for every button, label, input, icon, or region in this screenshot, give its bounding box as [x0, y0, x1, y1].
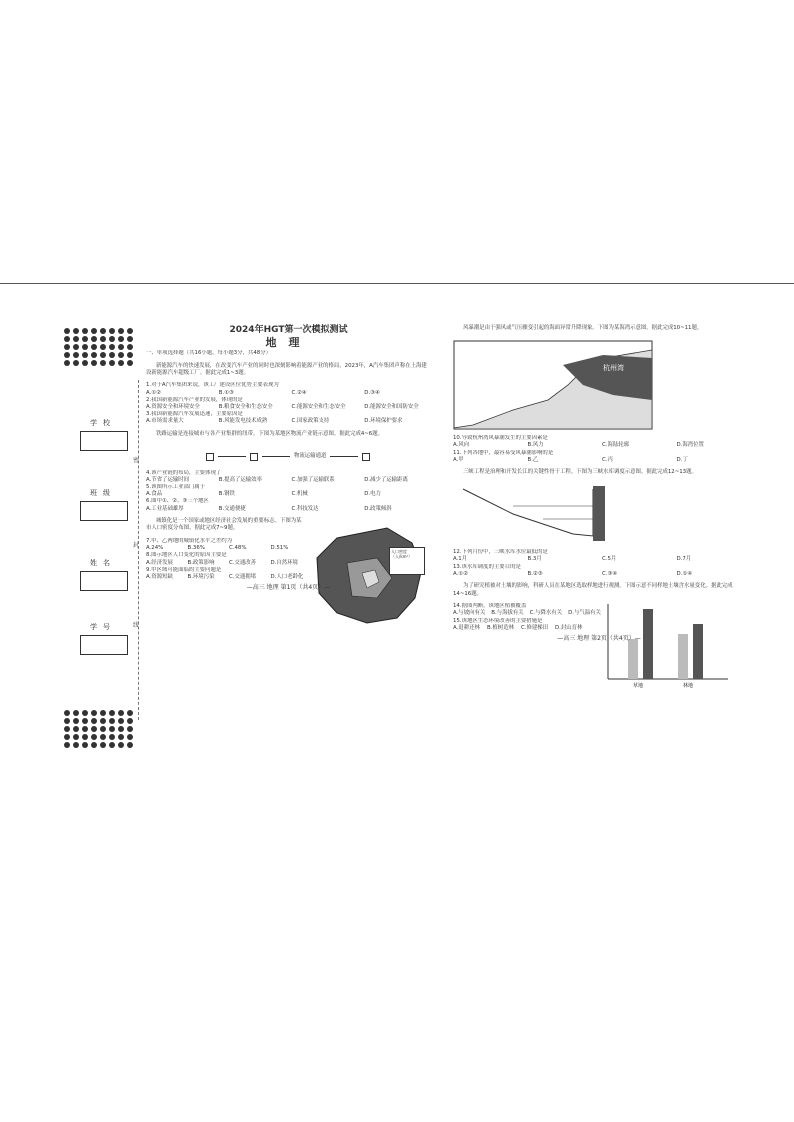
decor-dot	[73, 352, 79, 358]
decor-dot	[118, 726, 124, 732]
name-field	[80, 558, 126, 591]
answer-option[interactable]: D.③④	[364, 389, 380, 396]
x-label: 林地	[683, 683, 694, 690]
decor-dot	[118, 734, 124, 740]
page-2	[453, 320, 745, 690]
answer-option[interactable]: B.植树造林	[487, 624, 514, 631]
reservoir-profile	[453, 484, 633, 544]
question-stem: 15.该地区生态环境改善的主要措施是	[453, 617, 543, 624]
decor-dot	[91, 352, 97, 358]
x-label: 草地	[633, 683, 644, 690]
node-icon	[362, 453, 370, 461]
answer-option[interactable]: C.国家政策支持	[291, 418, 330, 425]
answer-option[interactable]: B.粮食安全和生态安全	[218, 404, 273, 410]
name-input-box[interactable]	[80, 571, 128, 591]
decor-dot	[82, 710, 88, 716]
decor-dot	[64, 726, 70, 732]
answer-option[interactable]: A.退耕还林	[453, 624, 480, 631]
decor-dot	[91, 718, 97, 724]
answer-option[interactable]: B.3月	[527, 556, 542, 563]
decor-dot	[100, 360, 106, 366]
decor-dot	[109, 344, 115, 350]
decor-dot	[73, 742, 79, 748]
answer-option[interactable]: D.7月	[676, 556, 692, 563]
answer-option[interactable]: A.①②	[146, 389, 161, 396]
answer-option[interactable]: D.与气温有关	[568, 610, 601, 617]
dot-pattern-bottom	[64, 710, 134, 748]
decor-dot	[82, 360, 88, 366]
decor-dot	[100, 344, 106, 350]
section-heading: 一、单项选择题（共16小题，每小题3分，共48分）	[146, 350, 271, 356]
decor-dot	[127, 742, 133, 748]
decor-dot	[100, 328, 106, 334]
answer-option[interactable]: D.海湾位置	[676, 442, 704, 449]
decor-dot	[109, 734, 115, 740]
decor-dot	[118, 328, 124, 334]
decor-dot	[64, 734, 70, 740]
answer-option[interactable]: C.修建梯田	[521, 624, 549, 631]
decor-dot	[73, 718, 79, 724]
exam-sheet	[58, 320, 748, 780]
decor-dot	[82, 718, 88, 724]
logistics-chain-figure	[206, 444, 431, 470]
decor-dot	[109, 710, 115, 716]
question-stem: 11.下列各地中，最容易受风暴潮影响的是	[453, 449, 554, 456]
decor-dot	[100, 718, 106, 724]
bay-label: 杭州湾	[603, 363, 624, 372]
field-label: 学号	[90, 623, 116, 631]
answer-options	[453, 556, 745, 563]
decor-dot	[91, 742, 97, 748]
answer-options	[453, 610, 601, 617]
answer-option[interactable]: C.②④	[291, 389, 307, 396]
decor-dot	[73, 328, 79, 334]
decor-dot	[109, 742, 115, 748]
question-stem: 3.我国新能源汽车发展迅速，主要原因是	[146, 411, 243, 418]
answer-option[interactable]: A.节省了运输时间	[146, 476, 190, 483]
decor-dot	[64, 328, 70, 334]
answer-options	[146, 390, 431, 397]
page-footer: —高三 地理 第1页（共4页）—	[246, 584, 331, 592]
decor-dot	[64, 360, 70, 366]
soil-moisture-chart	[593, 599, 743, 689]
answer-options	[146, 560, 306, 567]
answer-option[interactable]: C.③④	[602, 570, 618, 577]
question-stem: 8.图示地区人口变化的原因主要是	[146, 552, 227, 559]
decor-dot	[91, 344, 97, 350]
answer-option[interactable]: A.甲	[453, 456, 464, 463]
decor-dot	[118, 710, 124, 716]
bay-map	[453, 340, 653, 430]
decor-dot	[82, 742, 88, 748]
decor-dot	[127, 336, 133, 342]
question-stem: 1.对于A汽车集团来说，该工厂建设区位优势主要表现为	[146, 382, 279, 389]
answer-option[interactable]: D.丁	[676, 456, 688, 463]
page-1	[146, 320, 431, 592]
answer-option[interactable]: B.交通便捷	[218, 505, 246, 512]
node-icon	[250, 453, 258, 461]
answer-option[interactable]: A.资源短缺	[146, 574, 173, 581]
answer-options	[146, 491, 431, 498]
answer-option[interactable]: B.②③	[527, 570, 543, 577]
answer-option[interactable]: B.风能发电技术成熟	[218, 418, 268, 425]
answer-option[interactable]: A.风向	[453, 442, 470, 449]
number-input-box[interactable]	[80, 635, 128, 655]
answer-option[interactable]: D.封山育林	[555, 624, 583, 631]
number-field	[80, 622, 126, 655]
answer-option[interactable]: A.1月	[453, 556, 468, 563]
dot-pattern-top	[64, 328, 134, 366]
page-footer: —高三 地理 第2页（共4页）—	[557, 634, 641, 642]
decor-dot	[91, 726, 97, 732]
seal-line	[138, 380, 140, 720]
exam-title: 2024年HGT第一次模拟测试	[229, 325, 348, 335]
decor-dot	[82, 328, 88, 334]
answer-option[interactable]: D.电力	[364, 491, 381, 498]
decor-dot	[118, 352, 124, 358]
decor-dot	[91, 336, 97, 342]
class-field	[80, 488, 126, 521]
decor-dot	[82, 344, 88, 350]
decor-dot	[118, 344, 124, 350]
answer-option[interactable]: B.乙	[527, 456, 539, 463]
answer-option[interactable]: C.交通拥堵	[229, 574, 257, 581]
passage: 铁路运输是连接城市与各产业集群的纽带。下图为某地区物流产业链示意图。据此完成4~6题。	[156, 431, 384, 437]
answer-option[interactable]: C.48%	[229, 545, 247, 552]
question-stem: 14.据图判断，该地区植被覆盖	[453, 603, 527, 610]
subject-title: 地理	[265, 336, 312, 349]
decor-dot	[82, 726, 88, 732]
decor-dot	[64, 710, 70, 716]
passage: 三峡工程是治理和开发长江的关键性骨干工程。下图为三峡水库调度示意图。据此完成12~13题。	[463, 469, 697, 476]
answer-option[interactable]: D.政策倾斜	[364, 505, 392, 512]
answer-option[interactable]: C.科技发达	[291, 505, 319, 512]
decor-dot	[91, 710, 97, 716]
answer-options	[146, 404, 431, 411]
school-input-box[interactable]	[80, 431, 128, 451]
answer-option[interactable]: B.风力	[527, 442, 544, 449]
decor-dot	[100, 336, 106, 342]
answer-options	[453, 442, 745, 449]
answer-option[interactable]: C.交通改善	[229, 559, 257, 566]
answer-option[interactable]: D.减少了运输距离	[364, 476, 408, 483]
decor-dot	[109, 726, 115, 732]
decor-dot	[109, 336, 115, 342]
question-stem: 4.该产业链的布局，主要体现了	[146, 469, 222, 476]
answer-option[interactable]: A.24%	[146, 545, 164, 552]
decor-dot	[82, 336, 88, 342]
question-stem: 13.该水库调度的主要目的是	[453, 563, 521, 570]
answer-option[interactable]: D.能源安全和国防安全	[364, 404, 419, 410]
decor-dot	[118, 336, 124, 342]
question-stem: 10.导致杭州湾风暴潮发生的主要因素是	[453, 435, 548, 442]
answer-option[interactable]: C.加强了运输联系	[291, 476, 335, 483]
decor-dot	[91, 328, 97, 334]
decor-dot	[100, 734, 106, 740]
question-stem: 7.甲、乙两地的城镇化水平之差约为	[146, 538, 233, 544]
node-icon	[206, 453, 214, 461]
question-stem: 9.甲区域可能面临的主要问题是	[146, 566, 222, 573]
passage: 城镇化是一个国家或地区经济社会发展的重要标志。下图为某市人口密度分布图。据此完成7~9题。	[146, 518, 302, 532]
answer-option[interactable]: A.①②	[453, 570, 468, 577]
decor-dot	[73, 726, 79, 732]
answer-options	[146, 418, 431, 425]
passage: 新能源汽车的快速发展，在改变汽车产业的同时也深刻影响着能源产业的格局，2023年，A汽车集团声称在上海建设新能源汽车超级工厂。据此完成1~3题。	[146, 362, 427, 376]
answer-options	[146, 574, 306, 581]
decor-dot	[118, 742, 124, 748]
decor-dot	[100, 742, 106, 748]
answer-option[interactable]: A.资源安全和环境安全	[146, 404, 200, 410]
answer-options	[453, 571, 745, 578]
decor-dot	[109, 328, 115, 334]
field-label: 学校	[90, 419, 116, 427]
answer-options	[453, 457, 745, 464]
decor-dot	[127, 344, 133, 350]
seal-char: 封	[133, 542, 140, 549]
decor-dot	[109, 352, 115, 358]
decor-dot	[127, 726, 133, 732]
answer-option[interactable]: B.环境污染	[187, 574, 215, 581]
answer-option[interactable]: C.5月	[602, 556, 617, 563]
answer-option[interactable]: D.人口老龄化	[270, 574, 304, 581]
answer-option[interactable]: B.政策影响	[187, 559, 215, 566]
field-label: 班级	[90, 489, 116, 497]
answer-options	[146, 477, 431, 484]
decor-dot	[100, 726, 106, 732]
decor-dot	[118, 718, 124, 724]
decor-dot	[127, 328, 133, 334]
answer-option[interactable]: B.①③	[218, 389, 234, 396]
decor-dot	[64, 718, 70, 724]
answer-option[interactable]: A.工业基础雄厚	[146, 505, 184, 512]
decor-dot	[64, 336, 70, 342]
decor-dot	[73, 360, 79, 366]
decor-dot	[127, 734, 133, 740]
decor-dot	[109, 360, 115, 366]
answer-option[interactable]: B.36%	[187, 545, 205, 552]
decor-dot	[73, 710, 79, 716]
answer-option[interactable]: A.与坡向有关	[453, 610, 486, 617]
decor-dot	[82, 734, 88, 740]
binding-margin	[58, 320, 140, 780]
page-edge-line	[0, 283, 794, 284]
decor-dot	[127, 352, 133, 358]
answer-option[interactable]: C.与降水有关	[529, 610, 563, 617]
answer-option[interactable]: D.环境保护要求	[364, 418, 403, 425]
answer-option[interactable]: C.海陆轮廓	[602, 442, 630, 449]
answer-option[interactable]: B.与海拔有关	[491, 610, 524, 617]
chain-label: 物流运输通道	[294, 452, 327, 459]
decor-dot	[91, 734, 97, 740]
decor-dot	[127, 360, 133, 366]
passage: 为了研究植被对土壤的影响，科研人员在某地区选取样地进行观测。下图示意不同样地土壤含水量变化。据此完成14~16题。	[453, 583, 733, 597]
answer-options	[146, 545, 306, 552]
passage: 风暴潮是由于强风或气压骤变引起的海面异常升降现象。下图为某海湾示意图。据此完成10~11题。	[463, 325, 703, 332]
class-input-box[interactable]	[80, 501, 128, 521]
answer-option[interactable]: A.经济发展	[146, 559, 173, 566]
map-legend: 人口密度（人/km²）	[389, 547, 425, 575]
decor-dot	[73, 734, 79, 740]
question-stem: 12.下列月份中，三峡水库水位最低的是	[453, 549, 548, 556]
answer-options	[146, 506, 431, 513]
answer-option[interactable]: D.自然环境	[270, 559, 298, 566]
decor-dot	[100, 710, 106, 716]
answer-option[interactable]: A.食品	[146, 491, 163, 498]
decor-dot	[118, 360, 124, 366]
answer-option[interactable]: D.51%	[270, 545, 289, 552]
answer-options	[453, 625, 583, 632]
decor-dot	[127, 710, 133, 716]
field-label: 姓名	[90, 559, 116, 567]
question-stem: 6.图中①、②、③三个地区	[146, 498, 209, 505]
seal-char: 线	[133, 622, 140, 629]
decor-dot	[64, 352, 70, 358]
decor-dot	[109, 718, 115, 724]
decor-dot	[73, 344, 79, 350]
decor-dot	[100, 352, 106, 358]
decor-dot	[73, 336, 79, 342]
answer-option[interactable]: C.机械	[291, 491, 308, 498]
question-stem: 2.我国新能源汽车产业的发展，体现的是	[146, 396, 243, 403]
decor-dot	[82, 352, 88, 358]
question-stem: 5.该图所示工业部门属于	[146, 484, 206, 490]
decor-dot	[64, 344, 70, 350]
answer-option[interactable]: C.能源安全和生态安全	[291, 404, 346, 410]
decor-dot	[91, 360, 97, 366]
seal-char: 密	[133, 457, 140, 464]
answer-option[interactable]: C.丙	[602, 456, 613, 463]
answer-option[interactable]: D.①④	[676, 570, 693, 577]
answer-option[interactable]: B.提高了运输效率	[218, 476, 262, 483]
answer-option[interactable]: B.钢铁	[218, 491, 235, 498]
decor-dot	[64, 742, 70, 748]
decor-dot	[127, 718, 133, 724]
school-field	[80, 418, 126, 451]
answer-option[interactable]: A.市场需求量大	[146, 418, 184, 425]
